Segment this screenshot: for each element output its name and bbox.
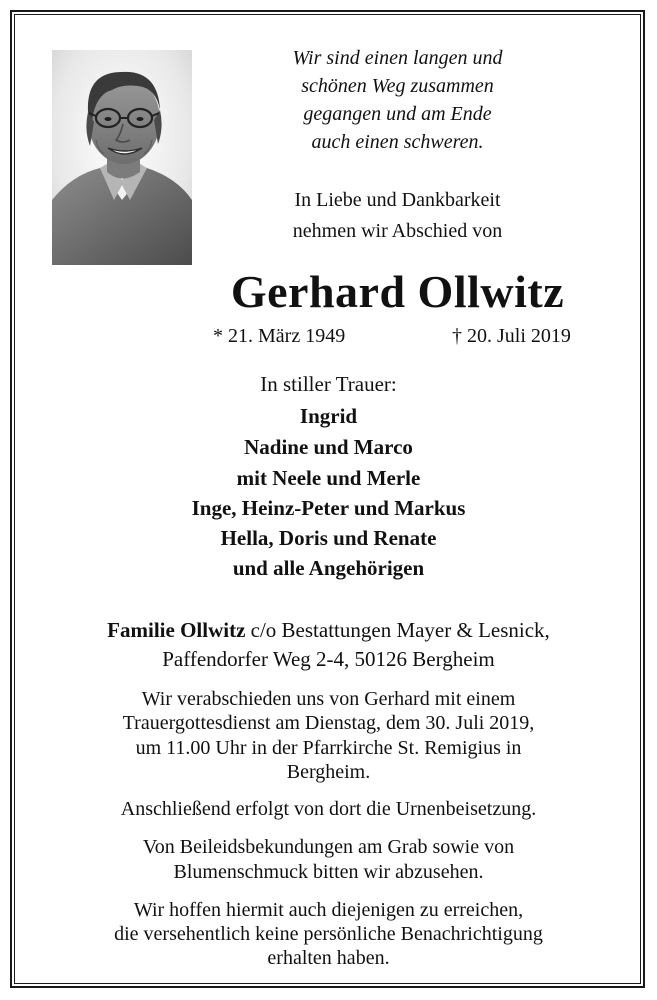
service-line: Wir verabschieden uns von Gerhard mit einem: [141, 688, 516, 710]
intro-line: In Liebe und Dankbarkeit: [294, 189, 501, 211]
service-line: um 11.00 Uhr in der Pfarrkirche St. Remigius in: [135, 737, 522, 759]
mourner-name: und alle Angehörigen: [232, 556, 425, 580]
condolence-line: Blumenschmuck bitten wir abzusehen.: [173, 861, 484, 883]
mourners-heading: In stiller Trauer:: [260, 372, 397, 396]
mourner-name: Inge, Heinz-Peter und Markus: [191, 496, 466, 520]
care-of: c/o Bestattungen Mayer & Lesnick,: [245, 618, 550, 642]
mourner-name: Nadine und Marco: [244, 435, 413, 459]
service-line: Bergheim.: [286, 761, 371, 783]
quote-line: gegangen und am Ende: [303, 103, 492, 125]
service-line: Trauergottesdienst am Dienstag, dem 30. Juli 2019,: [122, 712, 535, 734]
condolence-line: Von Beileidsbekundungen am Grab sowie von: [142, 836, 515, 858]
mourner-name: Ingrid: [299, 404, 358, 428]
closing-line: die versehentlich keine persönliche Benachrichtigung: [114, 923, 543, 945]
urn-burial-line: Anschließend erfolgt von dort die Urnenbeisetzung.: [120, 798, 537, 820]
death-date: † 20. Juli 2019: [452, 325, 571, 347]
intro-line: nehmen wir Abschied von: [292, 220, 503, 242]
closing-line: erhalten haben.: [267, 947, 390, 969]
mourner-name: Hella, Doris und Renate: [220, 526, 437, 550]
portrait-photo: [52, 50, 192, 265]
deceased-name: Gerhard Ollwitz: [230, 266, 565, 317]
address-line-1: [0, 617, 657, 643]
address-line-2: Paffendorfer Weg 2-4, 50126 Bergheim: [162, 647, 495, 671]
quote-line: auch einen schweren.: [311, 131, 484, 153]
mourner-name: mit Neele und Merle: [236, 466, 421, 490]
closing-line: Wir hoffen hiermit auch diejenigen zu erreichen,: [133, 899, 524, 921]
quote-line: schönen Weg zusammen: [301, 75, 494, 97]
quote-line: Wir sind einen langen und: [292, 47, 503, 69]
family-name: Familie Ollwitz: [107, 618, 246, 642]
birth-date: * 21. März 1949: [213, 325, 346, 347]
